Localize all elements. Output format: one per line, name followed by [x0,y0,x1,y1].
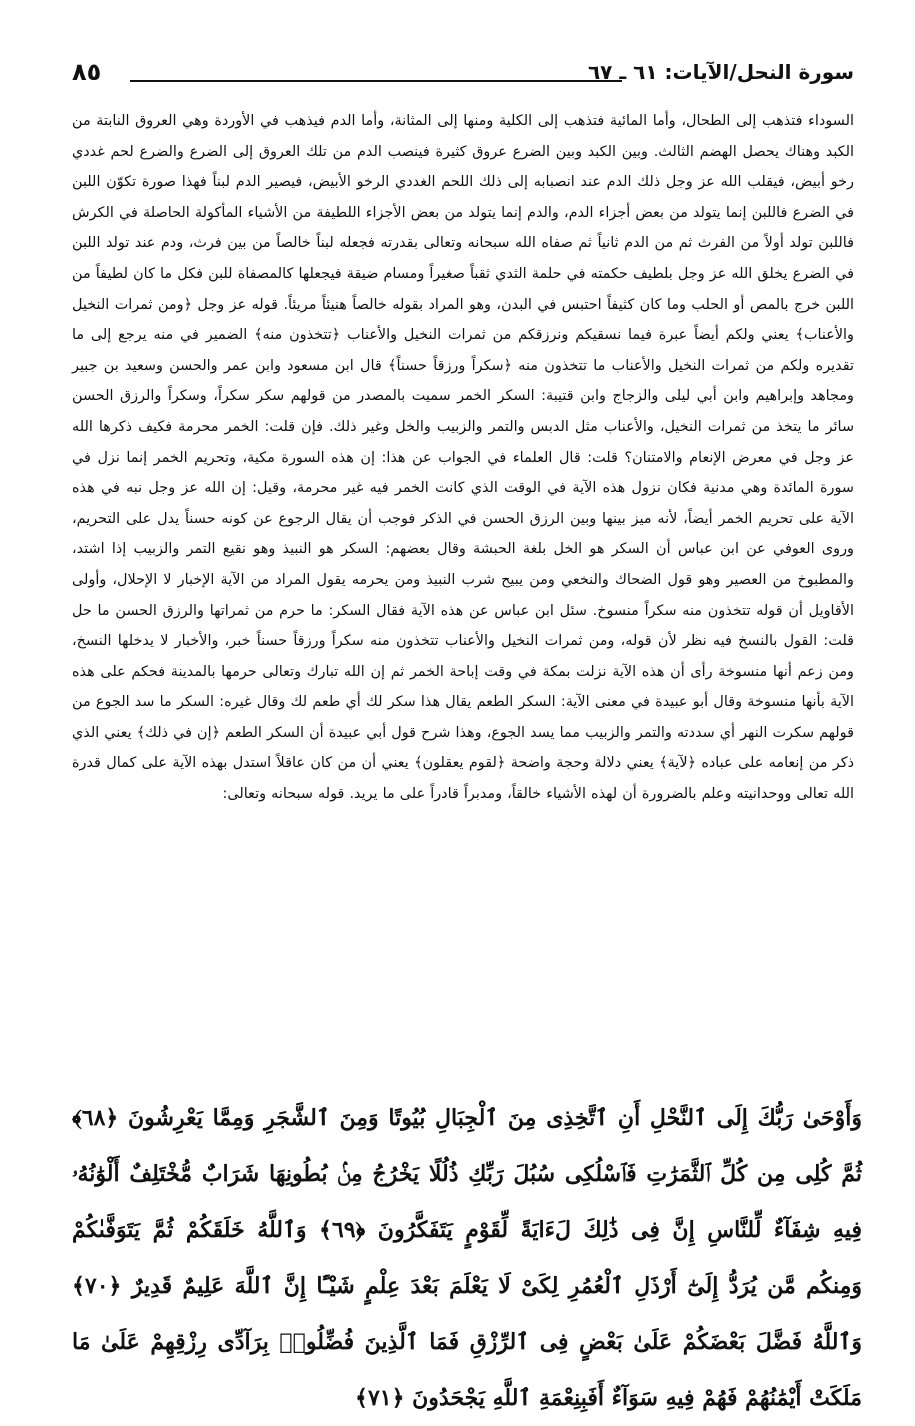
commentary-paragraph: السوداء فتذهب إلى الطحال، وأما المائية فتذهب إلى الكلية ومنها إلى المثانة، وأما الدم فيذهب في الأوردة وهي العروق النابتة من الكبد وهناك يحصل الهضم الثالث. وبين الكبد وبين الضرع عروق كثيرة فينصب الدم من تلك العروق إلى الضرع والضرع لحم غددي رخو أبيض، فيقلب الله عز وجل ذلك الدم عند انصبابه إلى ذلك اللحم الغددي الرخو الأبيض، فيصير الدم لبناً فهذا صورة تكوّن اللبن في الضرع فاللبن إنما يتولد من بعض أجزاء الدم، والدم إنما يتولد من بعض الأجزاء اللطيفة من الأشياء المأكولة الحاصلة في الكرش فاللبن تولد أولاً من الفرث ثم من الدم ثانياً ثم صفاه الله سبحانه وتعالى بقدرته فجعله لبناً خالصاً من بين فرث، ودم عند تولد اللبن في الضرع يخلق الله عز وجل بلطيف حكمته في حلمة الثدي ثقباً صغيراً ومسام ضيقة فيجعلها كالمصفاة للبن فكل ما كان لطيفاً من اللبن خرج بالمص أو الحلب وما كان كثيفاً احتبس في البدن، وهو المراد بقوله خالصاً هنيئاً مريئاً. قوله عز وجل ﴿ومن ثمرات النخيل والأعناب﴾ يعني ولكم أيضاً عبرة فيما نسقيكم ونرزقكم من ثمرات النخيل والأعناب ﴿تتخذون منه﴾ الضمير في منه يرجع إلى ما تقديره ولكم من ثمرات النخيل والأعناب ما تتخذون منه ﴿سكراً ورزقاً حسناً﴾ قال ابن مسعود وابن عمر والحسن وسعيد بن جبير ومجاهد وإبراهيم وابن أبي ليلى والزجاج وابن قتيبة: السكر الخمر سميت بالمصدر من قولهم سكر سكراً، وسكراً والرزق الحسن سائر ما يتخذ من ثمرات النخيل، والأعناب مثل الدبس والتمر والزبيب والخل وغير ذلك. فإن قلت: الخمر محرمة فكيف ذكرها الله عز وجل في معرض الإنعام والامتنان؟ قلت: قال العلماء في الجواب عن هذا: إن هذه السورة مكية، وتحريم الخمر إنما نزل في سورة المائدة وهي مدنية فكان نزول هذه الآية في الوقت الذي كانت الخمر فيه غير محرمة، وقيل: إن الله عز وجل نبه في هذه الآية على تحريم الخمر أيضاً، لأنه ميز بينها وبين الرزق الحسن في الذكر فوجب أن يقال الرجوع عن كونه حسناً يدل على التحريم، وروى العوفي عن ابن عباس أن السكر هو الخل بلغة الحبشة وقال بعضهم: السكر هو النبيذ وهو نقيع التمر والزبيب إذا اشتد، والمطبوخ من العصير وهو قول الضحاك والنخعي ومن يبيح شرب النبيذ ومن يحرمه يقول المراد من الآية الإخبار لا الإحلال، وأولى الأقاويل أن قوله تتخذون منه سكراً منسوخ. سئل ابن عباس عن هذه الآية فقال السكر: ما حرم من ثمراتها والرزق الحسن ما حل قلت: القول بالنسخ فيه نظر لأن قوله، ومن ثمرات النخيل والأعناب تتخذون منه سكراً ورزقاً حسناً خبر، والأخبار لا يدخلها النسخ، ومن زعم أنها منسوخة رأى أن هذه الآية نزلت بمكة في وقت إباحة الخمر ثم إن الله تبارك وتعالى حرمها بالمدينة فحكم على هذه الآية بأنها منسوخة وقال أبو عبيدة في معنى الآية: السكر الطعم يقال هذا سكر لك أي طعم لك وقال غيره: السكر ما سد الجوع من قولهم سكرت النهر أي سددته والتمر والزبيب مما يسد الجوع، وهذا شرح قول أبي عبيدة أن السكر الطعم ﴿إن في ذلك﴾ يعني الذي ذكر من إنعامه على عباده ﴿لآية﴾ يعني دلالة وحجة واضحة ﴿لقوم يعقلون﴾ يعني أن من كان عاقلاً استدل بهذه الآية على كمال قدرة الله تعالى ووحدانيته وعلم بالضرورة أن لهذه الأشياء خالقاً، ومدبراً قادراً على ما يريد. قوله سبحانه وتعالى: [72,113,854,803]
surah-title: سورة النحل/الآيات: ٦١ ـ ٦٧ [587,60,854,84]
header-rule [130,80,622,82]
verses-paragraph: وَأَوْحَىٰ رَبُّكَ إِلَى ٱلنَّحْلِ أَنِ ٱتَّخِذِى مِنَ ٱلْجِبَالِ بُيُوتًا وَمِنَ ٱلشَّجَرِ وَمِمَّا يَعْرِشُونَ ﴿٦٨﴾ ثُمَّ كُلِى مِن كُلِّ ٱلثَّمَرَٰتِ فَٱسْلُكِى سُبُلَ رَبِّكِ ذُلُلًا يَخْرُجُ مِنۢ بُطُونِهَا شَرَابٌ مُّخْتَلِفٌ أَلْوَٰنُهُۥ فِيهِ شِفَآءٌ لِّلنَّاسِ إِنَّ فِى ذَٰلِكَ لَءَايَةً لِّقَوْمٍ يَتَفَكَّرُونَ ﴿٦٩﴾ وَٱللَّهُ خَلَقَكُمْ ثُمَّ يَتَوَفَّىٰكُمْ وَمِنكُم مَّن يُرَدُّ إِلَىٰٓ أَرْذَلِ ٱلْعُمُرِ لِكَىْ لَا يَعْلَمَ بَعْدَ عِلْمٍ شَيْـًٔا إِنَّ ٱللَّهَ عَلِيمٌ قَدِيرٌ ﴿٧٠﴾ وَٱللَّهُ فَضَّلَ بَعْضَكُمْ عَلَىٰ بَعْضٍ فِى ٱلرِّزْقِ فَمَا ٱلَّذِينَ فُضِّلُوا۟ بِرَآدِّى رِزْقِهِمْ عَلَىٰ مَا مَلَكَتْ أَيْمَٰنُهُمْ فَهُمْ فِيهِ سَوَآءٌ أَفَبِنِعْمَةِ ٱللَّهِ يَجْحَدُونَ ﴿٧١﴾ [72,1105,862,1411]
quran-verses [72,1090,862,1411]
page-header [72,58,854,98]
page-number: ٨٥ [72,58,102,86]
commentary-text [72,106,854,1086]
